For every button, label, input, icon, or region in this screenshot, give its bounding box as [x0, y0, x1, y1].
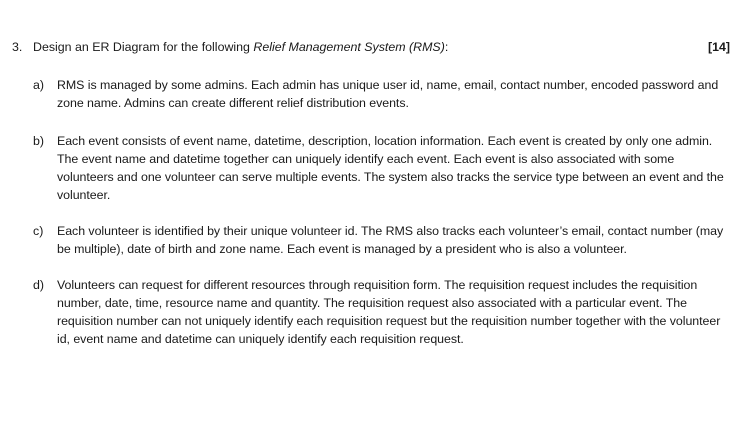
question-title-prefix: Design an ER Diagram for the following — [33, 40, 254, 54]
question-title — [33, 38, 448, 56]
question-marks: [14] — [707, 40, 730, 54]
part-a — [33, 76, 729, 112]
part-b-text: Each event consists of event name, datetime, description, location information. Each event is created by only one admin. The event name and datetime together can uniquely identify each event. Each event is also associated with some volunteers and one volunteer can serve multiple events. The system also tracks the service type between an event and the volunteer. — [57, 134, 724, 202]
part-a-text: RMS is managed by some admins. Each admin has unique user id, name, email, contact number, encoded password and zone name. Admins can create different relief distribution events. — [57, 78, 719, 110]
question-3 — [12, 38, 730, 348]
part-d-text: Volunteers can request for different resources through requisition form. The requisition request includes the requisition number, date, time, resource name and quantity. The requisition request also associated with a particular event. The requisition number can not uniquely identify each requisition request but the requisition number together with the volunteer id, event name and datetime can uniquely identify each requisition request. — [57, 278, 721, 346]
part-c-text: Each volunteer is identified by their unique volunteer id. The RMS also tracks each volunteer’s email, contact number (may be multiple), date of birth and zone name. Each event is managed by a president who is also a volunteer. — [57, 224, 724, 256]
question-number: 3. — [12, 40, 23, 54]
part-d — [33, 276, 729, 348]
question-title-system-name: Relief Management System (RMS) — [253, 40, 445, 54]
question-header — [12, 38, 730, 56]
part-c-label: c) — [33, 224, 44, 238]
question-title-suffix: : — [444, 40, 449, 54]
part-b — [33, 132, 729, 204]
part-c — [33, 222, 729, 258]
part-d-label: d) — [33, 278, 45, 292]
part-a-label: a) — [33, 78, 45, 92]
part-b-label: b) — [33, 134, 45, 148]
